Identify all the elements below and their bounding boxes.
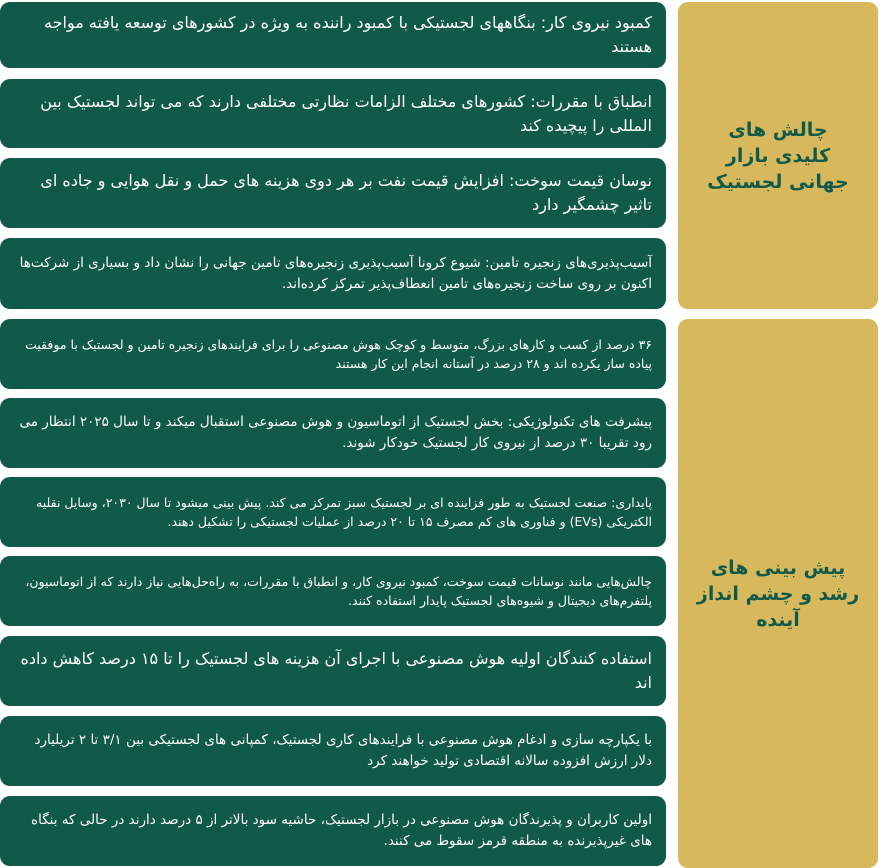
forecast-cost-reduction-text: استفاده کنندگان اولیه هوش مصنوعی با اجرای آن هزینه های لجستیک را تا ۱۵ درصد کاهش داده اند	[20, 649, 652, 692]
challenge-supply-chain	[0, 238, 666, 309]
category-growth-outlook	[678, 319, 878, 868]
challenge-supply-chain-text: آسیب‌پذیری‌های زنجیره تامین: شیوع کرونا آسیب‌پذیری زنجیره‌های تامین جهانی را نشان داد و بسیاری از شرکت‌ها اکنون بر روی ساخت زنجیره‌های تامین انعطاف‌پذیر تمرکز کرده‌اند.	[19, 254, 652, 292]
category-challenges-line-1: چالش های	[728, 118, 828, 141]
category-challenges-line-3: جهانی لجستیک	[707, 170, 849, 193]
category-challenges-line-2: کلیدی بازار	[725, 144, 831, 167]
challenge-labor-shortage	[0, 2, 666, 68]
forecast-economic-value	[0, 716, 666, 786]
category-growth-line-1: پیش بینی های	[710, 556, 846, 579]
forecast-cost-reduction	[0, 636, 666, 706]
category-growth-line-2: رشد و چشم انداز	[696, 582, 860, 605]
forecast-ai-adoption	[0, 319, 666, 389]
forecast-profit-margin-text: اولین کاربران و پذیرندگان هوش مصنوعی در بازار لجستیک، حاشیه سود بالاتر از ۵ درصد دارند در حالی که بنگاه های غیرپذیرنده به منطقه قرمز سقوط می کنند.	[31, 812, 652, 849]
forecast-challenges-solutions	[0, 556, 666, 626]
forecast-ai-adoption-text: ۳۶ درصد از کسب و کارهای بزرگ، متوسط و کوچک هوش مصنوعی را برای فرایندهای زنجیره تامین و لجستیک با موفقیت پیاده ساز یکرده اند و ۲۸ درصد در آستانه انجام این کار هستند	[25, 337, 652, 371]
forecast-challenges-solutions-text: چالش‌هایی مانند نوسانات قیمت سوخت، کمبود نیروی کار، و انطباق با مقررات، به راه‌حل‌هایی نیاز دارند که از اتوماسیون، پلتفرم‌های دیجیتال و شیوه‌های لجستیک پایدار استفاده کنند.	[25, 574, 652, 608]
forecast-profit-margin	[0, 796, 666, 866]
forecast-technology-text: پیشرفت های تکنولوژیکی: بخش لجستیک از اتوماسیون و هوش مصنوعی استقبال میکند و تا سال ۲۰۲۵ انتظار می رود تقریبا ۳۰ درصد از نیروی کار لجستیک خودکار شوند.	[19, 414, 652, 451]
forecast-technology	[0, 398, 666, 468]
challenge-regulation	[0, 79, 666, 148]
challenge-labor-shortage-text: کمبود نیروی کار: بنگاههای لجستیکی با کمبود راننده به ویژه در کشورهای توسعه یافته مواجه هستند	[44, 13, 652, 56]
category-growth-line-3: آینده	[756, 608, 800, 631]
category-challenges	[678, 2, 878, 309]
challenge-fuel-price-text: نوسان قیمت سوخت: افزایش قیمت نفت بر هر دوی هزینه های حمل و نقل هوایی و جاده ای تاثیر چشمگیر دارد	[40, 171, 652, 214]
challenge-fuel-price	[0, 158, 666, 228]
challenge-regulation-text: انطباق با مقررات: کشورهای مختلف الزامات نظارتی مختلفی دارند که می تواند لجستیک بین المللی را پیچیده کند	[40, 91, 652, 135]
forecast-economic-value-text: با یکپارچه سازی و ادغام هوش مصنوعی با فرایندهای کاری لجستیک، کمپانی های لجستیکی بین ۳/۱ تا ۲ تریلیارد دلار ارزش افزوده سالانه اقتصادی تولید خواهند کرد	[34, 732, 652, 769]
forecast-sustainability	[0, 477, 666, 547]
forecast-sustainability-text: پایداری: صنعت لجستیک به طور فزاینده ای بر لجستیک سبز تمرکز می کند. پیش بینی میشود تا سال ۲۰۳۰، وسایل نقلیه الکتریکی (EVs) و فناوری های کم مصرف ۱۵ تا ۲۰ درصد از عملیات لجستیکی را تشکیل دهند.	[36, 495, 652, 529]
